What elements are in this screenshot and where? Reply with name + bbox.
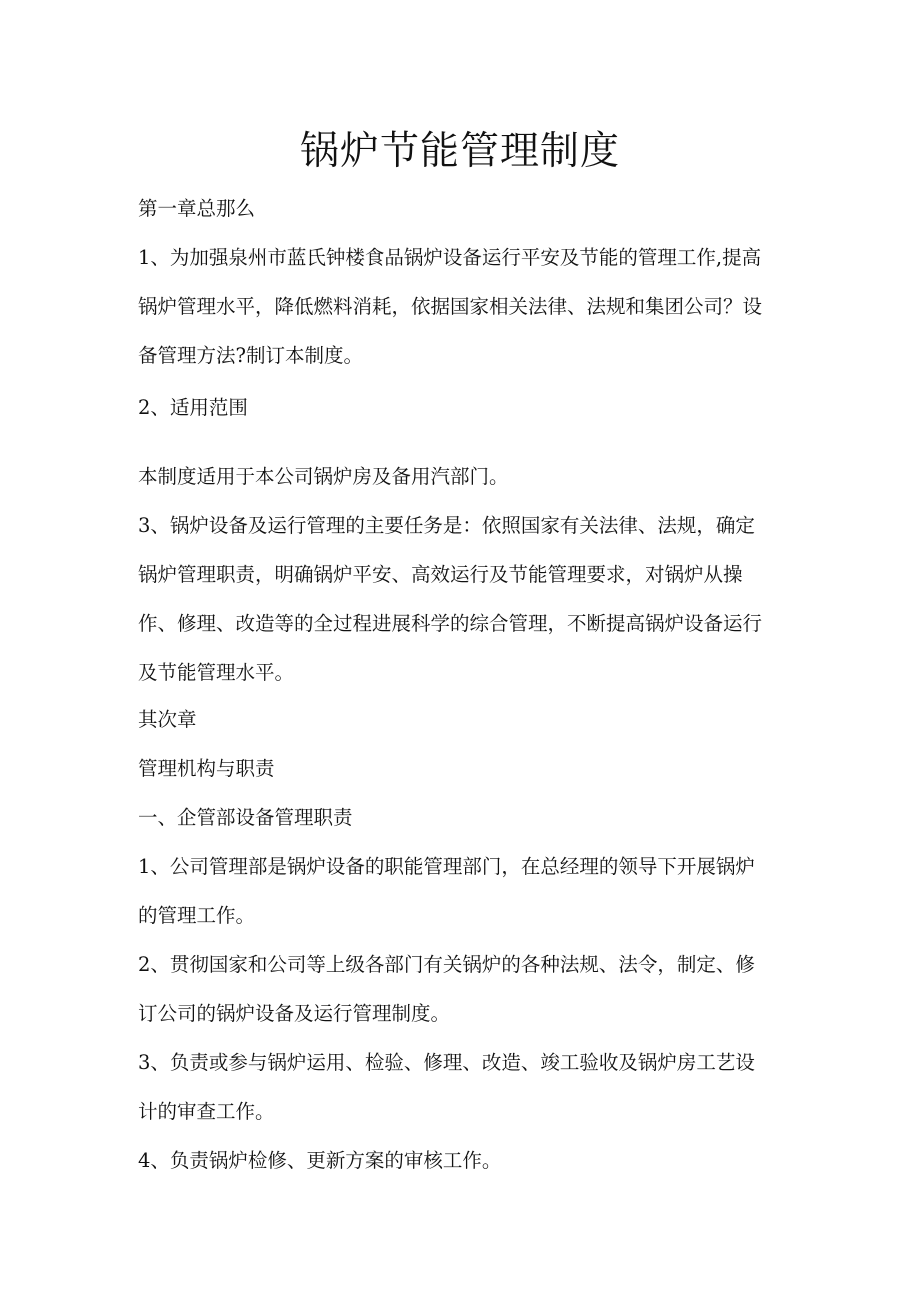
paragraph-line: 锅炉管理职责，明确锅炉平安、高效运行及节能管理要求，对锅炉从操	[138, 563, 743, 586]
paragraph-line: 备管理方法?制订本制度。	[138, 344, 363, 367]
paragraph-line: 4、负责锅炉检修、更新方案的审核工作。	[138, 1149, 502, 1172]
paragraph-line: 计的审查工作。	[138, 1100, 275, 1123]
paragraph-line: 本制度适用于本公司锅炉房及备用汽部门。	[138, 465, 509, 488]
document-title: 锅炉节能管理制度	[299, 129, 620, 174]
paragraph-line: 锅炉管理水平，降低燃料消耗，依据国家相关法律、法规和集团公司？设	[138, 295, 763, 318]
paragraph-line: 的管理工作。	[138, 904, 256, 927]
chapter-subtitle: 管理机构与职责	[138, 757, 275, 780]
paragraph-line: 3、负责或参与锅炉运用、检验、修理、改造、竣工验收及锅炉房工艺设	[138, 1051, 755, 1074]
paragraph-line: 及节能管理水平。	[138, 661, 295, 684]
section-heading: 2、适用范围	[138, 396, 248, 419]
chapter-heading: 第一章总那么	[138, 197, 256, 220]
section-heading: 一、企管部设备管理职责	[138, 806, 353, 829]
paragraph-line: 订公司的锅炉设备及运行管理制度。	[138, 1002, 451, 1025]
paragraph-line: 作、修理、改造等的全过程进展科学的综合管理，不断提高锅炉设备运行	[138, 612, 763, 635]
paragraph-line: 2、贯彻国家和公司等上级各部门有关锅炉的各种法规、法令，制定、修	[138, 953, 755, 976]
paragraph-line: 1、为加强泉州市蓝氏钟楼食品锅炉设备运行平安及节能的管理工作,提高	[138, 246, 762, 269]
paragraph-line: 3、锅炉设备及运行管理的主要任务是：依照国家有关法律、法规，确定	[138, 514, 755, 537]
chapter-heading: 其次章	[138, 708, 197, 731]
paragraph-line: 1、公司管理部是锅炉设备的职能管理部门，在总经理的领导下开展锅炉	[138, 855, 755, 878]
